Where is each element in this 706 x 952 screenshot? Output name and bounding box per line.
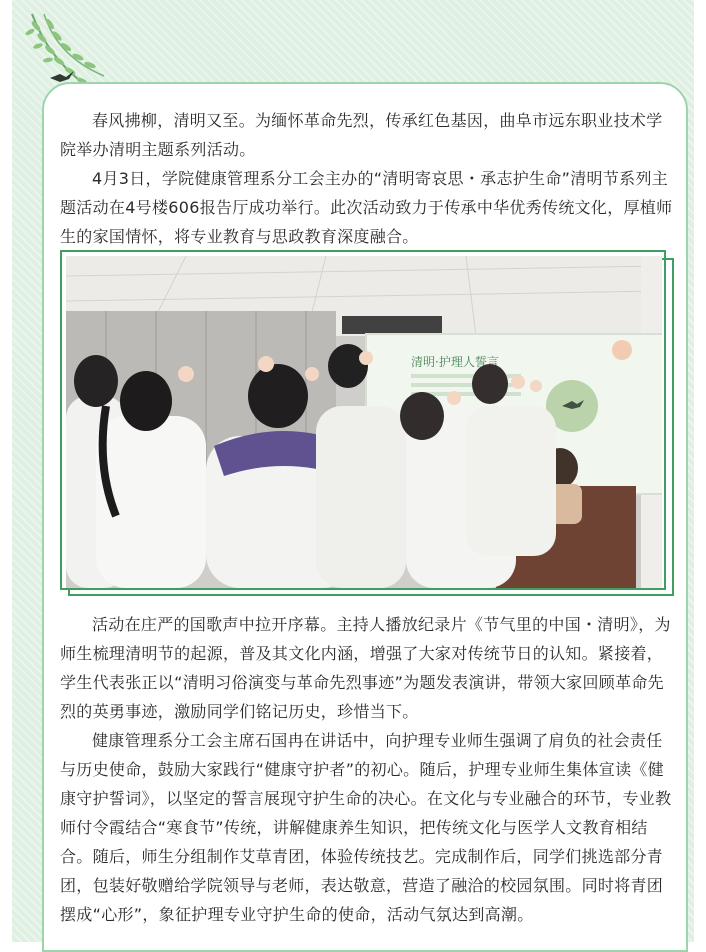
classroom-scene [66,256,662,588]
photo-image [66,256,662,588]
activity-photo [60,250,674,596]
paragraph-opening: 活动在庄严的国歌声中拉开序幕。主持人播放纪录片《节气里的中国・清明》，为师生梳理清明节的起源，普及其文化内涵，增强了大家对传统节日的认知。紧接着，学生代表张正以“清明习俗演变与革命先烈事迹”为题发表演讲，带领大家回顾革命先烈的英勇事迹，激励同学们铭记历史，珍惜当下。 [60,615,671,721]
page-frame [12,0,694,942]
paragraph-event: 4月3日，学院健康管理系分工会主办的“清明寄哀思・承志护生命”清明节系列主题活动在4号楼606报告厅成功举行。此次活动致力于传承中华优秀传统文化，厚植师生的家国情怀，将专业教育与思政教育深度融合。 [60,169,673,246]
paragraph-speech: 健康管理系分工会主席石国冉在讲话中，向护理专业师生强调了肩负的社会责任与历史使命，鼓励大家践行“健康守护者”的初心。随后，护理专业师生集体宣读《健康守护誓词》，以坚定的誓言展现守护生命的决心。在文化与专业融合的环节，专业教师付令霞结合“寒食节”传统，讲解健康养生知识，把传统文化与医学人文教育相结合。随后，师生分组制作艾草青团，体验传统技艺。完成制作后，同学们挑选部分青团，包装好敬赠给学院领导与老师，表达敬意，营造了融洽的校园氛围。同时将青团摆成“心形”，象征护理专业守护生命的使命，活动气氛达到高潮。 [60,731,672,924]
photo-border [60,250,666,590]
paragraph-intro: 春风拂柳，清明又至。为缅怀革命先烈，传承红色基因，曲阜市远东职业技术学院举办清明主题系列活动。 [60,111,663,159]
